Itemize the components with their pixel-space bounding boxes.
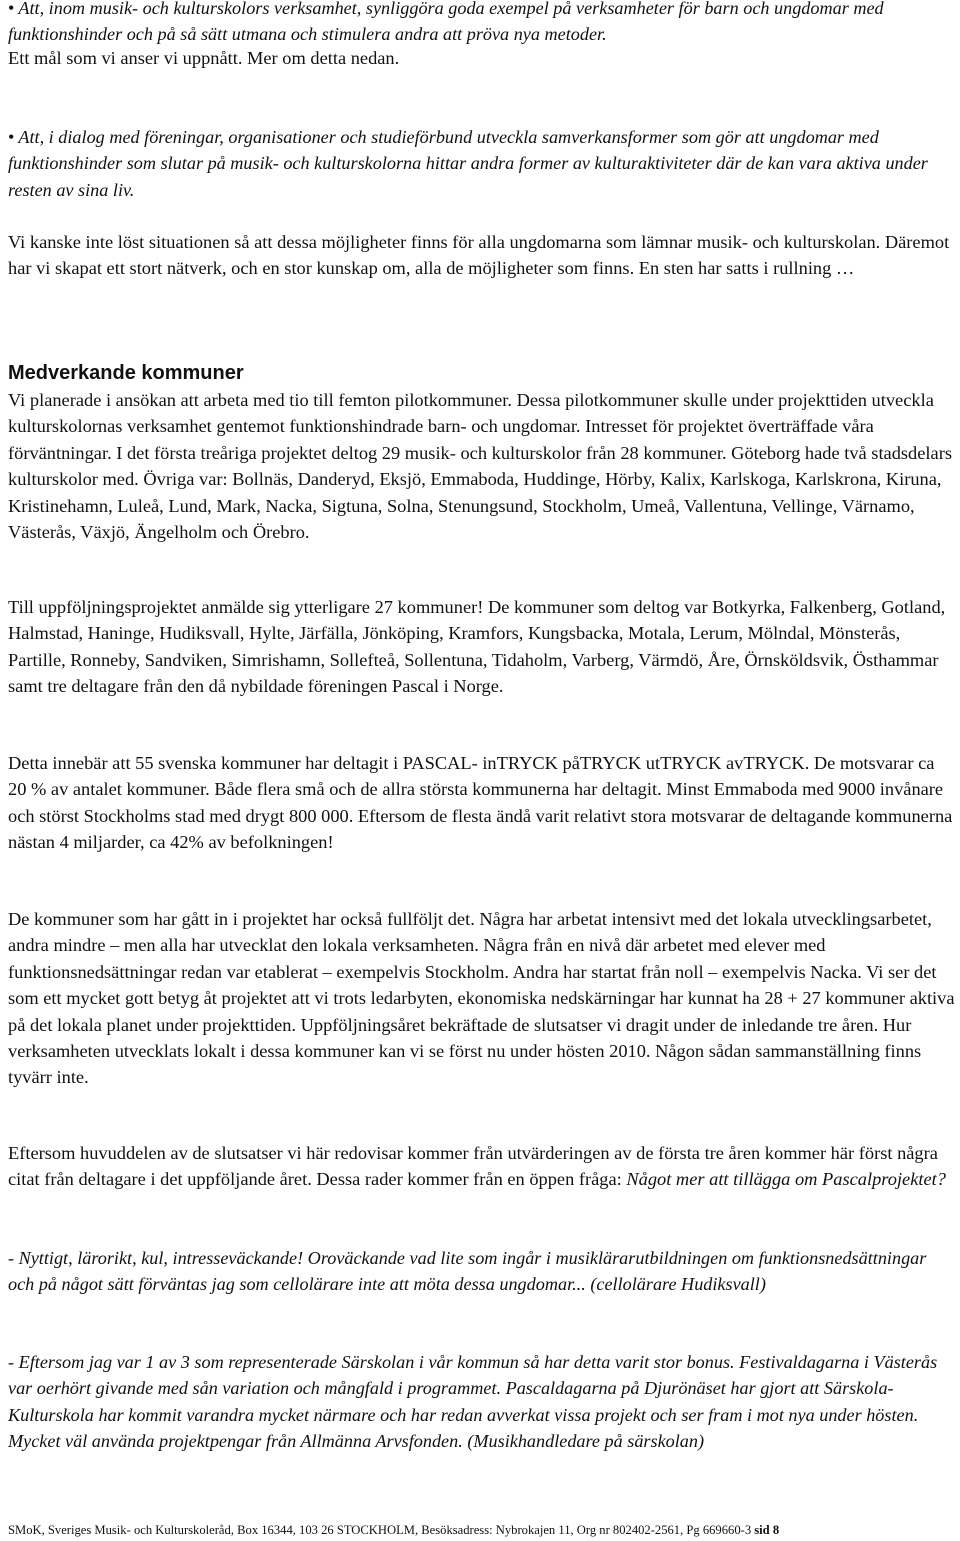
pilot-municipalities-paragraph: Vi planerade i ansökan att arbeta med tio till femton pilotkommuner. Dessa pilotkommuner skulle under projekttiden utveckla kulturskolornas verksamhet gentemot funktionshindrade barn- och ungdomar. Intresset för projektet överträffade våra förväntningar. I det första treåriga projektet deltog 29 musik- och kulturskolor från 28 kommuner. Göteborg hade två stadsdelars kulturskolor med. Övriga var: Bollnäs, Danderyd, Eksjö, Emmaboda, Huddinge, Hörby, Kalix, Karlskoga, Karlskrona, Kiruna, Kristinehamn, Luleå, Lund, Mark, Nacka, Sigtuna, Solna, Stenungsund, Stockholm, Umeå, Vallentuna, Vellinge, Värnamo, Västerås, Växjö, Ängelholm och Örebro. (8, 390, 952, 543)
page-footer (8, 1522, 956, 1538)
goal-bullet-2: • Att, i dialog med föreningar, organisationer och studieförbund utveckla samverkansformer som gör att ungdomar med funktionshinder som slutar på musik- och kulturskolorna hittar andra former av kulturaktiviteter där de kan vara aktiva under resten av sina liv. (8, 124, 956, 203)
participation-paragraph: Detta innebär att 55 svenska kommuner har deltagit i PASCAL- inTRYCK påTRYCK utTRYCK avTRYCK. De motsvarar ca 20 % av antalet kommuner. Både flera små och de allra största kommunerna har deltagit. Minst Emmaboda med 9000 invånare och störst Stockholms stad med drygt 800 000. Eftersom de flesta ändå varit relativt stora motsvarar de deltagande kommunerna nästan 4 miljarder, ca 42% av befolkningen! (8, 753, 953, 853)
quotes-intro-text: Eftersom huvuddelen av de slutsatser vi här redovisar kommer från utvärderingen av de första tre åren kommer här först några citat från deltagare i det uppföljande året. Dessa rader kommer från en öppen fråga: (8, 1143, 938, 1190)
quote-sarskola: - Eftersom jag var 1 av 3 som representerade Särskolan i vår kommun så har detta varit stor bonus. Festivaldagarna i Västerås var oerhört givande med sån variation och mångfald i programmet. Pascaldagarna på Djurönäset har gjort att Särskola-Kulturskola har kommit varandra mycket närmare och har redan avverkat vissa projekt och ser fram i mot nya under hösten. Mycket väl använda projektpengar från Allmänna Arvsfonden. (Musikhandledare på särskolan) (8, 1352, 938, 1452)
followup-paragraph: Till uppföljningsprojektet anmälde sig ytterligare 27 kommuner! De kommuner som deltog var Botkyrka, Falkenberg, Gotland, Halmstad, Haninge, Hudiksvall, Hylte, Järfälla, Jönköping, Kramfors, Kungsbacka, Motala, Lerum, Mölndal, Mönsterås, Partille, Ronneby, Sandviken, Simrishamn, Sollefteå, Sollentuna, Tidaholm, Varberg, Värmdö, Åre, Örnsköldsvik, Östhammar samt tre deltagare från den då nybildade föreningen Pascal i Norge. (8, 597, 946, 697)
quote-cellist: - Nyttigt, lärorikt, kul, intresseväckande! Oroväckande vad lite som ingår i musiklärarutbildningen om funktionsnedsättningar och på något sätt förväntas jag som cellolärare inte att möta dessa ungdomar... (cellolärare Hudiksvall) (8, 1248, 927, 1295)
open-question: Något mer att tillägga om Pascalprojektet? (626, 1169, 946, 1190)
page-number: sid 8 (754, 1523, 780, 1537)
goal-bullet-1: • Att, inom musik- och kulturskolors verksamhet, synliggöra goda exempel på verksamheter för barn och ungdomar med funktionshinder och på så sätt utmana och stimulera andra att pröva nya metoder. (8, 0, 956, 48)
quotes-intro-paragraph (8, 1140, 956, 1193)
fulfilled-paragraph: De kommuner som har gått in i projektet har också fullföljt det. Några har arbetat intensivt med det lokala utvecklingsarbetet, andra mindre – men alla har utvecklat den lokala verksamheten. Några från en nivå där arbetet med elever med funktionsnedsättningar redan var etablerat – exempelvis Stockholm. Andra har startat från noll – exempelvis Nacka. Vi ser det som ett mycket gott betyg åt projektet att vi trots ledarbyten, ekonomiska nedskärningar har kunnat ha 28 + 27 kommuner aktiva på det lokala planet under projekttiden. Uppföljningsåret bekräftade de slutsatser vi dragit under de inledande tre åren. Hur verksamheten utvecklats lokalt i dessa kommuner kan vi se först nu under hösten 2010. Någon sådan sammanställning finns tyvärr inte. (8, 909, 955, 1088)
footer-address: SMoK, Sveriges Musik- och Kulturskoleråd, Box 16344, 103 26 STOCKHOLM, Besöksadress: Nybrokajen 11, Org nr 802402-2561, Pg 669660-3 (8, 1523, 755, 1537)
network-paragraph: Vi kanske inte löst situationen så att dessa möjligheter finns för alla ungdomarna som lämnar musik- och kulturskolan. Däremot har vi skapat ett stort nätverk, och en stor kunskap om, alla de möjligheter som finns. En sten har satts i rullning … (8, 232, 950, 279)
section-heading: Medverkande kommuner (8, 362, 244, 384)
goal-status-text: Ett mål som vi anser vi uppnått. Mer om detta nedan. (8, 48, 400, 68)
